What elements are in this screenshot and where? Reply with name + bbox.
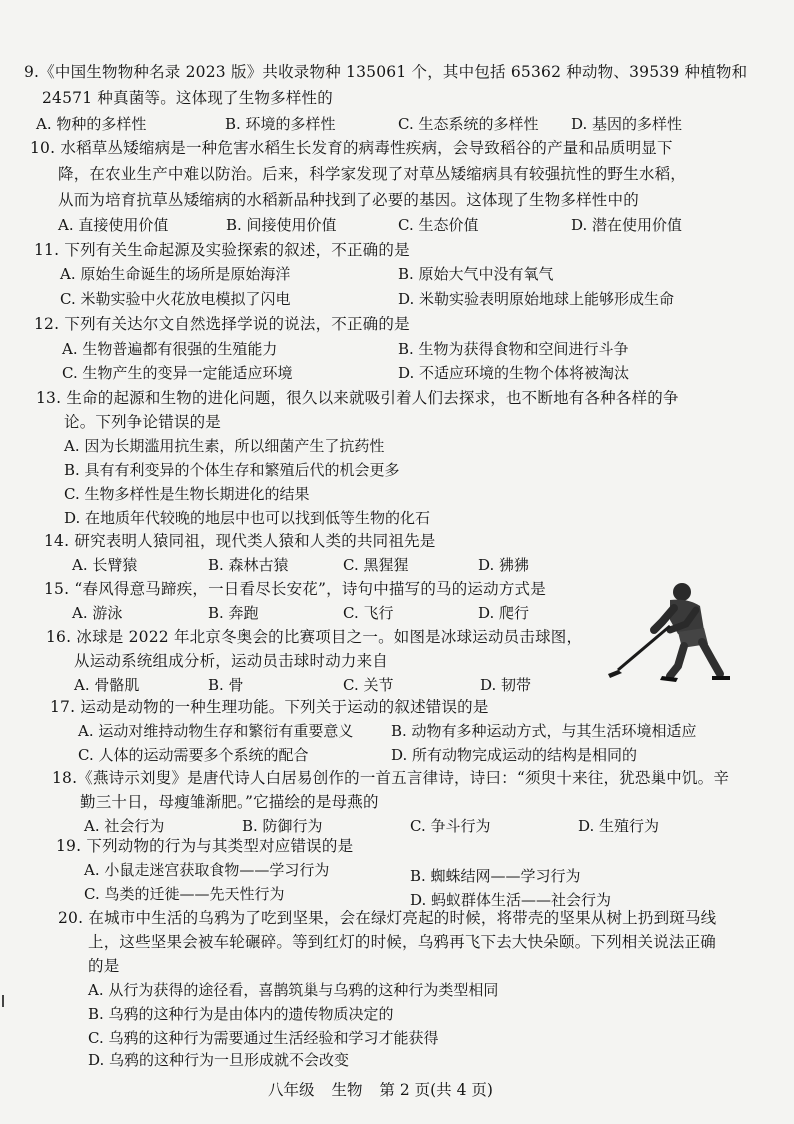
q9-stem-line2: 24571 种真菌等。这体现了生物多样性的 [42, 89, 333, 107]
q10-stem-line1: 10. 水稻草丛矮缩病是一种危害水稻生长发育的病毒性疾病，会导致稻谷的产量和品质明显下 [30, 139, 673, 157]
q13-option-b: B. 具有有利变异的个体生存和繁殖后代的机会更多 [64, 461, 400, 479]
q17-option-c: C. 人体的运动需要多个系统的配合 [78, 746, 309, 764]
q9-option-b: B. 环境的多样性 [225, 115, 336, 133]
q12-option-b: B. 生物为获得食物和空间进行斗争 [398, 340, 629, 358]
q20-option-c: C. 乌鸦的这种行为需要通过生活经验和学习才能获得 [88, 1029, 439, 1047]
q10-option-c: C. 生态价值 [398, 216, 479, 234]
q13-option-a: A. 因为长期滥用抗生素，所以细菌产生了抗药性 [64, 437, 385, 455]
ice-hockey-player-icon [608, 578, 748, 688]
q19-stem: 19. 下列动物的行为与其类型对应错误的是 [56, 837, 354, 855]
q14-option-b: B. 森林古猿 [208, 556, 289, 574]
q9-option-a: A. 物种的多样性 [36, 115, 147, 133]
q12-option-a: A. 生物普遍都有很强的生殖能力 [62, 340, 278, 358]
q10-option-d: D. 潜在使用价值 [571, 216, 683, 234]
q13-option-d: D. 在地质年代较晚的地层中也可以找到低等生物的化石 [64, 509, 431, 527]
q11-option-c: C. 米勒实验中火花放电模拟了闪电 [60, 290, 291, 308]
q11-option-b: B. 原始大气中没有氧气 [398, 265, 554, 283]
q18-option-a: A. 社会行为 [84, 817, 165, 835]
q9-option-d: D. 基因的多样性 [571, 115, 683, 133]
q17-option-d: D. 所有动物完成运动的结构是相同的 [391, 746, 638, 764]
q13-stem-line1: 13. 生命的起源和生物的进化问题，很久以来就吸引着人们去探求，也不断地有各种各样的争 [36, 389, 679, 407]
q18-stem-line2: 勤三十日，母瘦雏渐肥。”它描绘的是母燕的 [80, 793, 379, 811]
q10-stem-line3: 从而为培育抗草丛矮缩病的水稻新品种找到了必要的基因。这体现了生物多样性中的 [58, 191, 639, 209]
q17-option-b: B. 动物有多种运动方式，与其生活环境相适应 [391, 722, 697, 740]
q14-option-d: D. 狒狒 [478, 556, 530, 574]
q15-option-c: C. 飞行 [343, 604, 394, 622]
q9-option-c: C. 生态系统的多样性 [398, 115, 539, 133]
q20-stem-line2: 上，这些坚果会被车轮碾碎。等到红灯的时候，乌鸦再飞下去大快朵颐。下列相关说法正确 [88, 933, 717, 951]
q19-option-c: C. 鸟类的迁徙——先天性行为 [84, 885, 285, 903]
q19-option-a: A. 小鼠走迷宫获取食物——学习行为 [84, 861, 330, 879]
q11-stem: 11. 下列有关生命起源及实验探索的叙述，不正确的是 [34, 241, 410, 259]
q14-option-c: C. 黑猩猩 [343, 556, 409, 574]
q16-stem-line1: 16. 冰球是 2022 年北京冬奥会的比赛项目之一。如图是冰球运动员击球图， [46, 628, 583, 646]
q18-option-c: C. 争斗行为 [410, 817, 491, 835]
q13-option-c: C. 生物多样性是生物长期进化的结果 [64, 485, 310, 503]
q19-option-d: D. 蚂蚁群体生活——社会行为 [410, 891, 612, 909]
q9-stem-line1: 9.《中国生物物种名录 2023 版》共收录物种 135061 个，其中包括 65362 种动物、39539 种植物和 [24, 63, 748, 81]
q14-stem: 14. 研究表明人猿同祖，现代类人猿和人类的共同祖先是 [44, 532, 436, 550]
q10-option-a: A. 直接使用价值 [58, 216, 169, 234]
q16-option-d: D. 韧带 [480, 676, 532, 694]
q11-option-a: A. 原始生命诞生的场所是原始海洋 [60, 265, 291, 283]
q20-stem-line1: 20. 在城市中生活的乌鸦为了吃到坚果，会在绿灯亮起的时候，将带壳的坚果从树上扔到斑马线 [58, 909, 717, 927]
q10-stem-line2: 降，在农业生产中难以防治。后来，科学家发现了对草丛矮缩病具有较强抗性的野生水稻， [58, 165, 687, 183]
q12-option-c: C. 生物产生的变异一定能适应环境 [62, 364, 293, 382]
footer-grade: 八年级 [268, 1081, 315, 1099]
margin-mark [2, 995, 4, 1007]
page-footer [268, 1078, 505, 1100]
q18-stem-line1: 18.《燕诗示刘叟》是唐代诗人白居易创作的一首五言律诗，诗曰：“须臾十来往，犹恐巢中饥。辛 [52, 769, 730, 787]
q12-stem: 12. 下列有关达尔文自然选择学说的说法，不正确的是 [34, 315, 410, 333]
q15-option-b: B. 奔跑 [208, 604, 259, 622]
q13-stem-line2: 论。下列争论错误的是 [64, 413, 222, 431]
q16-option-a: A. 骨骼肌 [74, 676, 140, 694]
q20-option-a: A. 从行为获得的途径看，喜鹊筑巢与乌鸦的这种行为类型相同 [88, 981, 499, 999]
q15-stem: 15. “春风得意马蹄疾，一日看尽长安花”，诗句中描写的马的运动方式是 [44, 580, 546, 598]
q18-option-b: B. 防御行为 [242, 817, 323, 835]
q11-option-d: D. 米勒实验表明原始地球上能够形成生命 [398, 290, 675, 308]
q15-option-d: D. 爬行 [478, 604, 530, 622]
footer-page-number: 第 2 页(共 4 页) [379, 1081, 493, 1099]
q15-option-a: A. 游泳 [72, 604, 123, 622]
q16-option-c: C. 关节 [343, 676, 394, 694]
q19-option-b: B. 蜘蛛结网——学习行为 [410, 867, 581, 885]
q20-option-d: D. 乌鸦的这种行为一旦形成就不会改变 [88, 1051, 350, 1069]
q20-option-b: B. 乌鸦的这种行为是由体内的遗传物质决定的 [88, 1005, 394, 1023]
q18-option-d: D. 生殖行为 [578, 817, 660, 835]
q14-option-a: A. 长臂猿 [72, 556, 138, 574]
q17-option-a: A. 运动对维持动物生存和繁衍有重要意义 [78, 722, 354, 740]
q12-option-d: D. 不适应环境的生物个体将被淘汰 [398, 364, 630, 382]
q16-option-b: B. 骨 [208, 676, 244, 694]
q10-option-b: B. 间接使用价值 [226, 216, 337, 234]
q20-stem-line3: 的是 [88, 957, 120, 975]
q17-stem: 17. 运动是动物的一种生理功能。下列关于运动的叙述错误的是 [50, 698, 489, 716]
footer-subject: 生物 [331, 1081, 363, 1099]
q16-stem-line2: 从运动系统组成分析，运动员击球时动力来自 [74, 652, 389, 670]
